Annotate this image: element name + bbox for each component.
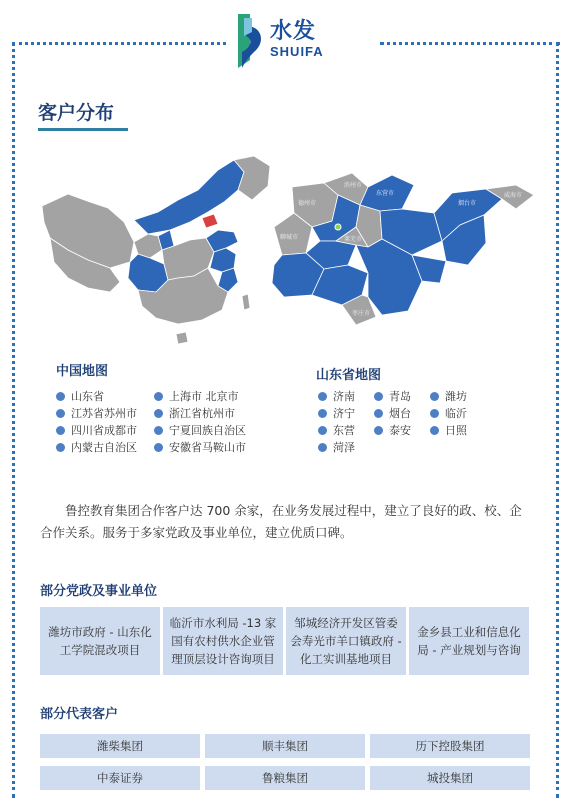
china-map-beijing-region <box>202 214 218 228</box>
customer-item: 顺丰集团 <box>205 734 365 758</box>
legend-dot-icon <box>154 426 163 435</box>
gov-section-title: 部分党政及事业单位 <box>40 584 158 599</box>
legend-item: 菏泽 <box>318 441 355 455</box>
map-label-laiwu: 莱芜市 <box>344 236 363 243</box>
legend-item: 宁夏回族自治区 <box>154 424 246 438</box>
map-label-dongying: 东营市 <box>376 190 395 197</box>
legend-dot-icon <box>374 409 383 418</box>
china-map-legend <box>56 390 276 460</box>
legend-item: 泰安 <box>374 424 411 438</box>
legend-dot-icon <box>56 426 65 435</box>
legend-item: 上海市 北京市 <box>154 390 239 404</box>
legend-item: 浙江省杭州市 <box>154 407 235 421</box>
shandong-map-jinan-marker <box>335 224 341 230</box>
map-label-zaozhuang: 枣庄市 <box>352 310 371 317</box>
map-label-binzhou: 滨州市 <box>344 182 363 189</box>
shandong-map <box>272 165 537 330</box>
map-label-yantai: 烟台市 <box>458 200 477 207</box>
shandong-map-legend <box>318 390 518 460</box>
legend-item: 江苏省苏州市 <box>56 407 137 421</box>
legend-item: 济南 <box>318 390 355 404</box>
gov-item-card: 临沂市水利局 -13 家国有农村供水企业管理顶层设计咨询项目 <box>163 607 283 675</box>
legend-dot-icon <box>318 392 327 401</box>
customer-item: 鲁粮集团 <box>205 766 365 790</box>
legend-item: 日照 <box>430 424 467 438</box>
logo-text-cn: 水发 <box>270 19 317 44</box>
map-label-weihai: 威海市 <box>504 192 523 199</box>
customer-section-title: 部分代表客户 <box>40 707 119 722</box>
customer-item: 潍柴集团 <box>40 734 200 758</box>
shandong-map-heading: 山东省地图 <box>316 368 382 383</box>
title-underline <box>38 128 128 131</box>
right-dotted-border <box>556 42 559 798</box>
legend-dot-icon <box>430 409 439 418</box>
legend-dot-icon <box>374 392 383 401</box>
customer-item: 历下控股集团 <box>370 734 530 758</box>
shuifa-logo-mark-icon <box>236 12 266 70</box>
page-title: 客户分布 <box>38 102 115 124</box>
legend-item: 内蒙古自治区 <box>56 441 137 455</box>
china-map-hainan-island <box>176 332 188 344</box>
legend-item: 安徽省马鞍山市 <box>154 441 246 455</box>
legend-dot-icon <box>56 443 65 452</box>
legend-dot-icon <box>318 443 327 452</box>
legend-item: 四川省成都市 <box>56 424 137 438</box>
legend-dot-icon <box>430 426 439 435</box>
legend-dot-icon <box>154 409 163 418</box>
china-map-heading: 中国地图 <box>56 364 109 379</box>
legend-dot-icon <box>430 392 439 401</box>
legend-item: 东营 <box>318 424 355 438</box>
china-map-inner-mongolia-region <box>134 160 244 234</box>
legend-dot-icon <box>56 392 65 401</box>
top-dotted-line-left <box>12 42 226 45</box>
legend-dot-icon <box>318 409 327 418</box>
legend-dot-icon <box>154 443 163 452</box>
customer-item: 城投集团 <box>370 766 530 790</box>
legend-dot-icon <box>318 426 327 435</box>
legend-item: 山东省 <box>56 390 104 404</box>
legend-dot-icon <box>374 426 383 435</box>
left-dotted-border <box>12 42 15 798</box>
shuifa-logo <box>236 10 366 70</box>
gov-item-card: 金乡县工业和信息化局 - 产业规划与咨询 <box>409 607 529 675</box>
customer-item: 中泰证券 <box>40 766 200 790</box>
legend-item: 潍坊 <box>430 390 467 404</box>
legend-dot-icon <box>56 409 65 418</box>
legend-dot-icon <box>154 392 163 401</box>
legend-item: 烟台 <box>374 407 411 421</box>
map-label-liaocheng: 聊城市 <box>280 234 299 241</box>
map-label-dezhou: 德州市 <box>298 200 317 207</box>
china-map <box>38 150 278 350</box>
top-dotted-line-right <box>380 42 560 45</box>
intro-paragraph: 鲁控教育集团合作客户达 700 余家，在业务发展过程中，建立了良好的政、校、企合作关系。服务于多家党政及事业单位，建立优质口碑。 <box>40 503 522 540</box>
legend-item: 临沂 <box>430 407 467 421</box>
legend-item: 青岛 <box>374 390 411 404</box>
legend-item: 济宁 <box>318 407 355 421</box>
gov-item-card: 潍坊市政府 - 山东化工学院混改项目 <box>40 607 160 675</box>
logo-text-en: SHUIFA <box>270 44 324 59</box>
china-map-taiwan-island <box>242 294 250 310</box>
gov-item-card: 邹城经济开发区管委会寿光市羊口镇政府 - 化工实训基地项目 <box>286 607 406 675</box>
